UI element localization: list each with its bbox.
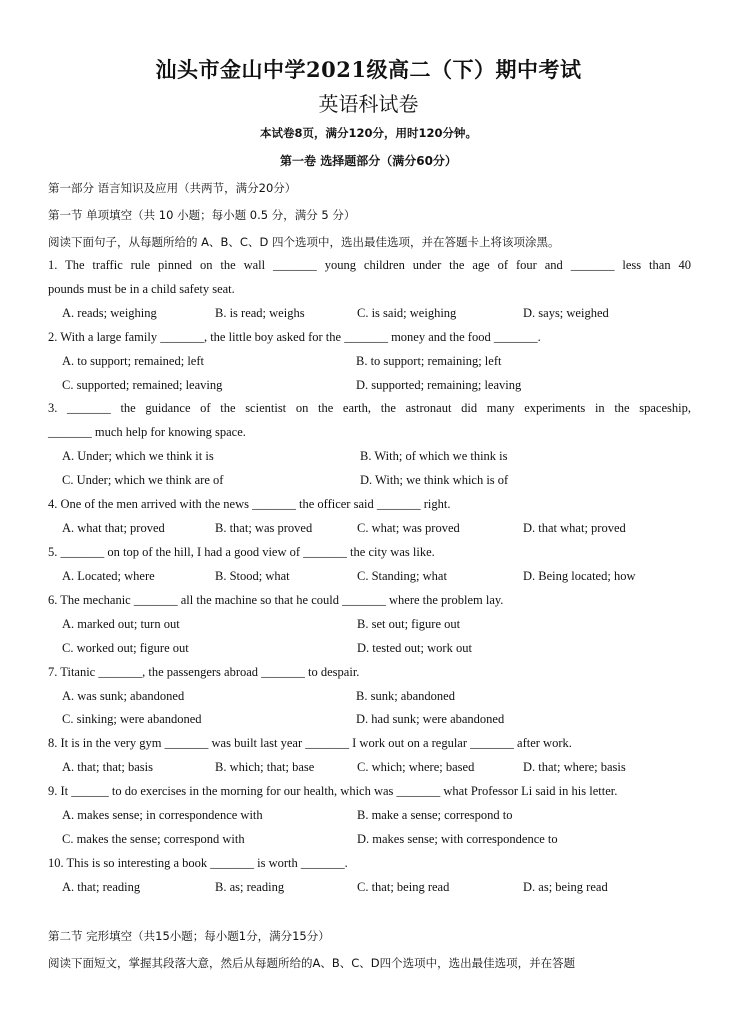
option-a: A. to support; remained; left: [62, 354, 204, 368]
option-d: D. had sunk; were abandoned: [356, 712, 505, 726]
question-stem: 10. This is so interesting a book _______ is worth _______.: [48, 856, 348, 870]
option-b: B. sunk; abandoned: [356, 689, 455, 703]
option-c: C. which; where; based: [357, 760, 475, 774]
part1-heading: 第一部分 语言知识及应用（共两节，满分20分）: [48, 181, 297, 195]
option-b: B. that; was proved: [215, 521, 313, 535]
question-stem: 6. The mechanic _______ all the machine so that he could _______ where the problem lay.: [48, 593, 504, 607]
option-d: D. With; we think which is of: [360, 473, 509, 487]
option-c: C. that; being read: [357, 880, 450, 894]
option-c: C. Standing; what: [357, 569, 447, 583]
option-d: D. supported; remaining; leaving: [356, 378, 522, 392]
question-stem: 8. It is in the very gym _______ was built last year _______ I work out on a regular _______ after work.: [48, 736, 572, 750]
question-stem: 1. The traffic rule pinned on the wall _______ young children under the age of four and _______ less than 40: [48, 258, 691, 272]
option-c: C. worked out; figure out: [62, 641, 189, 655]
question-stem: 2. With a large family _______, the little boy asked for the _______ money and the food _______.: [48, 330, 541, 344]
option-c: C. is said; weighing: [357, 306, 457, 320]
question-stem: _______ much help for knowing space.: [48, 425, 246, 439]
option-c: C. sinking; were abandoned: [62, 712, 202, 726]
option-a: A. Under; which we think it is: [62, 449, 214, 463]
option-b: B. which; that; base: [215, 760, 315, 774]
option-c: C. Under; which we think are of: [62, 473, 224, 487]
option-d: D. that; where; basis: [523, 760, 626, 774]
section1-instruction: 阅读下面句子，从每题所给的 A、B、C、D 四个选项中，选出最佳选项，并在答题卡上将该项涂黑。: [48, 235, 560, 249]
option-c: C. what; was proved: [357, 521, 460, 535]
question-stem: pounds must be in a child safety seat.: [48, 282, 235, 296]
section1-heading: 第一节 单项填空（共 10 小题；每小题 0.5 分，满分 5 分）: [48, 208, 356, 222]
option-a: A. reads; weighing: [62, 306, 157, 320]
option-b: B. as; reading: [215, 880, 285, 894]
exam-title: 汕头市金山中学2021级高二（下）期中考试: [155, 57, 582, 82]
section2-instruction: 阅读下面短文，掌握其段落大意，然后从每题所给的A、B、C、D四个选项中，选出最佳选项，并在答题: [48, 956, 576, 970]
option-a: A. that; reading: [62, 880, 141, 894]
question-stem: 9. It ______ to do exercises in the morning for our health, which was _______ what Professor Li said in his letter.: [48, 784, 618, 798]
exam-subtitle: 英语科试卷: [318, 92, 419, 116]
option-a: A. Located; where: [62, 569, 155, 583]
question-stem: 4. One of the men arrived with the news _______ the officer said _______ right.: [48, 497, 451, 511]
option-a: A. marked out; turn out: [62, 617, 180, 631]
option-d: D. as; being read: [523, 880, 608, 894]
option-b: B. Stood; what: [215, 569, 290, 583]
option-a: A. makes sense; in correspondence with: [62, 808, 263, 822]
option-d: D. says; weighed: [523, 306, 609, 320]
option-c: C. makes the sense; correspond with: [62, 832, 245, 846]
option-d: D. Being located; how: [523, 569, 636, 583]
volume-title: 第一卷 选择题部分（满分60分）: [280, 154, 457, 168]
option-b: B. With; of which we think is: [360, 449, 508, 463]
option-b: B. make a sense; correspond to: [357, 808, 513, 822]
question-stem: 7. Titanic _______, the passengers abroad _______ to despair.: [48, 665, 360, 679]
section2-heading: 第二节 完形填空（共15小题；每小题1分，满分15分）: [48, 929, 330, 943]
option-b: B. set out; figure out: [357, 617, 461, 631]
option-d: D. makes sense; with correspondence to: [357, 832, 558, 846]
option-c: C. supported; remained; leaving: [62, 378, 223, 392]
option-d: D. that what; proved: [523, 521, 626, 535]
option-d: D. tested out; work out: [357, 641, 472, 655]
question-stem: 3. _______ the guidance of the scientist on the earth, the astronaut did many experiments in the spaceship,: [48, 401, 691, 415]
option-b: B. to support; remaining; left: [356, 354, 502, 368]
question-stem: 5. _______ on top of the hill, I had a good view of _______ the city was like.: [48, 545, 435, 559]
exam-info: 本试卷8页，满分120分，用时120分钟。: [259, 126, 477, 140]
option-b: B. is read; weighs: [215, 306, 305, 320]
option-a: A. was sunk; abandoned: [62, 689, 185, 703]
option-a: A. that; that; basis: [62, 760, 153, 774]
option-a: A. what that; proved: [62, 521, 165, 535]
